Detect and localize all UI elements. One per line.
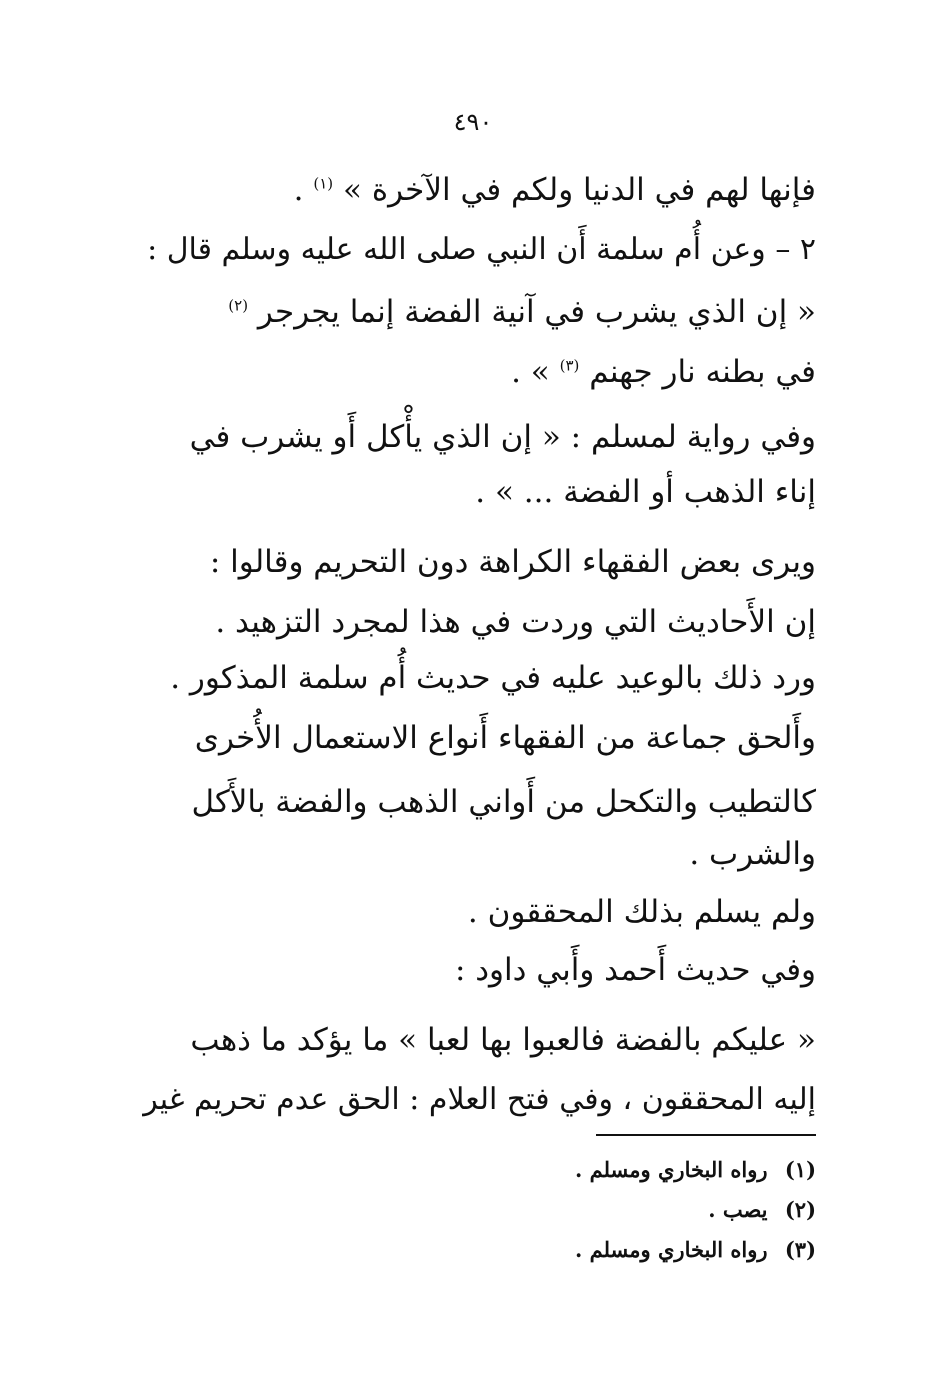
footnote-item (416, 1190, 816, 1230)
text-line: وأَلحق جماعة من الفقهاء أَنواع الاستعمال الأُخرى (194, 720, 816, 756)
text-line: إن الأَحاديث التي وردت في هذا لمجرد التزهيد . (215, 604, 816, 640)
footnote-item (416, 1150, 816, 1190)
text-line (228, 290, 816, 334)
footnote-text: رواه البخاري ومسلم . (575, 1157, 768, 1182)
text-line: كالتطيب والتكحل من أَواني الذهب والفضة بالأَكل (191, 784, 816, 820)
text-line: وفي رواية لمسلم : « إن الذي يأْكل أَو يشرب في (189, 419, 816, 455)
text-line: ورد ذلك بالوعيد عليه في حديث أُم سلمة المذكور . (170, 660, 816, 696)
footnote-number: (٢) (784, 1197, 816, 1222)
footnote-ref[interactable]: (١) (313, 174, 334, 193)
footnote-number: (٣) (784, 1237, 816, 1262)
footnote-separator (596, 1134, 816, 1136)
text-line: إليه المحققون ، وفي فتح العلام : الحق عدم تحريم غير (143, 1082, 816, 1117)
text-line (294, 168, 816, 212)
line-tail: » . (511, 354, 550, 390)
text-line: ٢ – وعن أُم سلمة أَن النبي صلى الله عليه وسلم قال : (147, 232, 816, 267)
text-line: والشرب . (689, 836, 816, 872)
text-line: « عليكم بالفضة فالعبوا بها لعبا » ما يؤكد ما ذهب (190, 1022, 816, 1058)
footnotes (416, 1150, 816, 1270)
footnote-text: يصب . (708, 1197, 768, 1222)
text-line: ويرى بعض الفقهاء الكراهة دون التحريم وقالوا : (209, 544, 816, 580)
footnote-ref[interactable]: (٣) (559, 356, 580, 375)
line-tail: . (293, 172, 304, 208)
text-line: وفي حديث أَحمد وأَبي داود : (454, 952, 816, 988)
text-line: ولم يسلم بذلك المحققون . (467, 894, 816, 930)
page-number: ٤٩٠ (453, 108, 493, 136)
footnote-ref[interactable]: (٢) (228, 296, 249, 315)
footnote-number: (١) (784, 1157, 816, 1182)
footnote-item (416, 1230, 816, 1270)
text-line (511, 350, 816, 394)
line-text: « إن الذي يشرب في آنية الفضة إنما يجرجر (257, 294, 816, 330)
footnote-text: رواه البخاري ومسلم . (575, 1237, 768, 1262)
line-text: فإنها لهم في الدنيا ولكم في الآخرة » (343, 172, 816, 208)
line-text: في بطنه نار جهنم (589, 354, 816, 390)
text-line: إناء الذهب أو الفضة ... » . (475, 474, 816, 510)
